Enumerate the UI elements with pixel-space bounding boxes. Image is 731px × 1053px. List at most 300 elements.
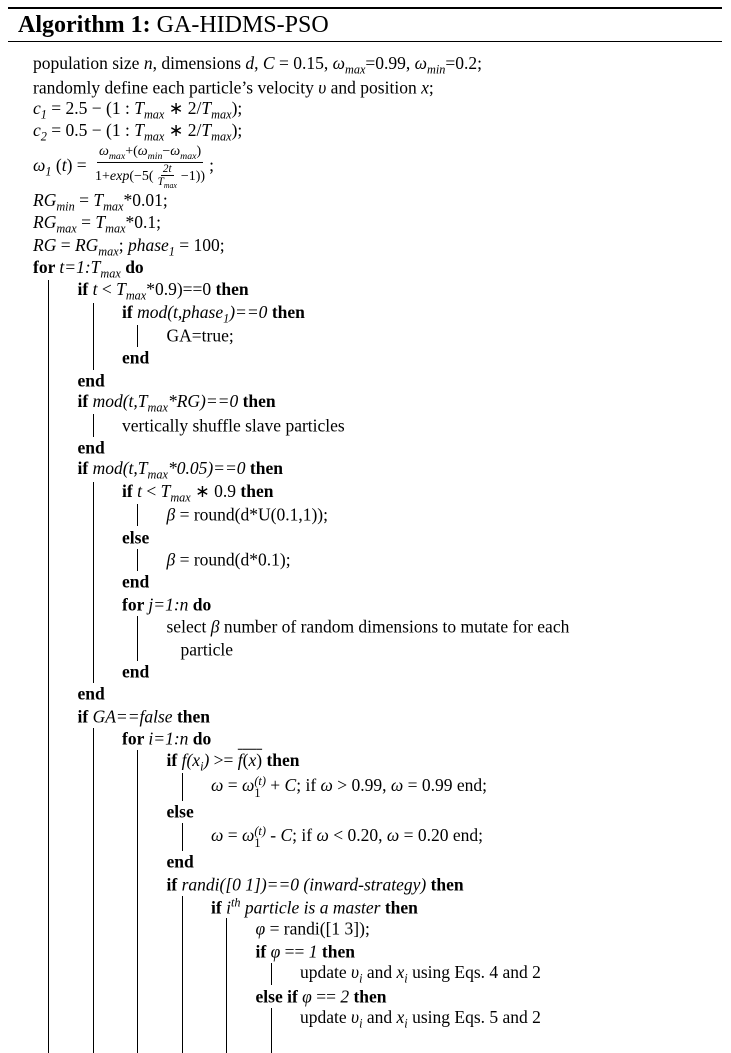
keyword: do bbox=[188, 728, 212, 749]
block-bar bbox=[48, 683, 49, 705]
block-bar bbox=[48, 392, 49, 414]
block-bar bbox=[48, 325, 49, 347]
block-bar bbox=[93, 504, 94, 526]
block-bar bbox=[226, 1030, 227, 1052]
block-bar bbox=[137, 616, 138, 638]
math-text: ω bbox=[241, 825, 255, 846]
block-bar bbox=[48, 370, 49, 392]
keyword: then bbox=[380, 897, 418, 918]
text: ) bbox=[196, 144, 202, 160]
block-bar bbox=[93, 918, 94, 940]
keyword: for bbox=[122, 594, 149, 615]
block-bar bbox=[137, 549, 138, 571]
algorithm-line bbox=[0, 76, 731, 98]
line-content bbox=[78, 458, 283, 483]
subscript: max bbox=[143, 129, 165, 144]
block-bar bbox=[182, 941, 183, 963]
algorithm-line bbox=[0, 144, 731, 191]
line-content bbox=[122, 594, 211, 615]
block-bar bbox=[93, 325, 94, 347]
text: = 100; bbox=[174, 234, 225, 255]
line-content bbox=[78, 684, 105, 705]
algorithm-line bbox=[0, 280, 731, 302]
math-text: t=1:T bbox=[59, 256, 101, 277]
block-bar bbox=[226, 941, 227, 963]
algorithm-line bbox=[0, 773, 731, 801]
math-text: ω bbox=[386, 825, 400, 846]
block-bar bbox=[93, 1008, 94, 1030]
keyword: then bbox=[238, 391, 276, 412]
line-content bbox=[211, 825, 483, 850]
line-content bbox=[122, 572, 149, 593]
math-text: 2 bbox=[340, 986, 350, 1007]
math-text: t bbox=[92, 279, 98, 300]
math-text: T bbox=[95, 211, 106, 232]
text: update bbox=[300, 1006, 352, 1027]
superscript: th bbox=[230, 895, 241, 910]
sup-sub bbox=[254, 774, 266, 799]
keyword: then bbox=[349, 986, 387, 1007]
text: ; if bbox=[296, 774, 321, 795]
algorithm-line bbox=[0, 594, 731, 616]
keyword: do bbox=[188, 594, 212, 615]
math-text: T bbox=[157, 175, 164, 188]
numerator bbox=[97, 144, 203, 163]
math-text: f bbox=[237, 749, 243, 770]
keyword: if bbox=[77, 279, 93, 300]
algorithm-line bbox=[0, 235, 731, 257]
math-text: j=1:n bbox=[148, 594, 189, 615]
line-content bbox=[122, 661, 149, 682]
subscript: 1 bbox=[168, 243, 175, 258]
text: −1)) bbox=[180, 168, 206, 184]
block-bar bbox=[48, 459, 49, 481]
block-bar bbox=[93, 526, 94, 548]
block-bar bbox=[137, 985, 138, 1007]
keyword: do bbox=[120, 256, 144, 277]
line-content bbox=[78, 706, 211, 727]
text: and bbox=[362, 962, 397, 982]
subscript: min bbox=[147, 150, 163, 162]
block-bar bbox=[137, 1008, 138, 1030]
block-bar bbox=[48, 851, 49, 873]
block-bar bbox=[48, 526, 49, 548]
line-content bbox=[33, 120, 242, 145]
math-text: phase bbox=[127, 234, 169, 255]
text: − bbox=[162, 144, 171, 160]
math-text: RG bbox=[74, 234, 99, 255]
block-bar bbox=[137, 851, 138, 873]
text: ( bbox=[242, 749, 249, 770]
subscript: i bbox=[404, 1016, 408, 1031]
algorithm-line bbox=[0, 325, 731, 347]
text: +( bbox=[125, 144, 138, 160]
block-bar bbox=[48, 1008, 49, 1030]
algorithm-line bbox=[0, 801, 731, 823]
text: = bbox=[223, 774, 242, 795]
text: ); bbox=[231, 97, 243, 118]
algorithm-line bbox=[0, 823, 731, 851]
subscript: 1 bbox=[45, 164, 52, 179]
text: = round(d*0.1); bbox=[175, 549, 291, 570]
keyword: else if bbox=[255, 986, 303, 1007]
algorithm-line bbox=[0, 683, 731, 705]
math-text: mod(t,T bbox=[92, 458, 148, 479]
keyword: then bbox=[240, 480, 274, 501]
block-bar bbox=[93, 728, 94, 750]
block-bar bbox=[93, 874, 94, 896]
text: *0.1; bbox=[125, 211, 162, 232]
block-bar bbox=[93, 750, 94, 772]
keyword: then bbox=[426, 874, 464, 895]
text: ); bbox=[231, 120, 243, 141]
block-bar bbox=[48, 414, 49, 436]
math-text: mod(t,phase bbox=[137, 301, 224, 322]
math-text: C bbox=[284, 774, 297, 795]
subscript: max bbox=[211, 107, 232, 122]
algorithm-line bbox=[0, 482, 731, 504]
math-text: T bbox=[201, 120, 212, 141]
text: ) bbox=[256, 749, 263, 770]
algorithm-line bbox=[0, 963, 731, 985]
text: randomly define each particle’s velocity bbox=[33, 77, 319, 98]
line-content bbox=[122, 415, 345, 436]
line-content bbox=[33, 190, 168, 215]
text: =0.99, bbox=[365, 52, 415, 73]
math-text: β bbox=[166, 504, 176, 525]
math-text: T bbox=[116, 279, 126, 300]
algorithm-line bbox=[0, 459, 731, 481]
block-bar bbox=[48, 549, 49, 571]
block-bar bbox=[93, 851, 94, 873]
block-bar bbox=[137, 941, 138, 963]
overline-mean bbox=[238, 749, 262, 769]
line-content bbox=[181, 639, 233, 660]
text: < bbox=[141, 480, 161, 501]
block-bar bbox=[48, 571, 49, 593]
algorithm-line bbox=[0, 526, 731, 548]
subscript: max bbox=[163, 181, 177, 191]
algorithm-line bbox=[0, 941, 731, 963]
algorithm-line bbox=[0, 99, 731, 121]
math-text: υ bbox=[351, 1006, 360, 1027]
block-bar bbox=[137, 504, 138, 526]
line-content bbox=[33, 144, 214, 190]
keyword: if bbox=[77, 391, 93, 412]
block-bar bbox=[48, 638, 49, 660]
text: ∗ 2/ bbox=[164, 120, 202, 141]
line-content bbox=[167, 801, 194, 822]
line-content bbox=[33, 77, 434, 98]
math-text: particle is a master bbox=[240, 897, 381, 918]
text: number of random dimensions to mutate for each bbox=[219, 616, 570, 637]
text: = bbox=[223, 825, 242, 846]
algorithm-title bbox=[18, 10, 329, 40]
text: = bbox=[76, 211, 96, 232]
algorithm-line bbox=[0, 571, 731, 593]
line-content bbox=[167, 852, 194, 873]
block-bar bbox=[93, 549, 94, 571]
text: select bbox=[166, 616, 211, 637]
line-content bbox=[256, 941, 355, 962]
text: = bbox=[56, 234, 75, 255]
math-text: x bbox=[396, 962, 405, 982]
line-content bbox=[122, 301, 305, 326]
block-bar bbox=[93, 985, 94, 1007]
text: > 0.99, bbox=[332, 774, 391, 795]
math-text: x bbox=[248, 749, 257, 770]
math-text: ω bbox=[211, 825, 224, 846]
text: =0.2; bbox=[445, 52, 482, 73]
line-content bbox=[211, 774, 487, 799]
subscript: min bbox=[56, 199, 75, 213]
block-bar bbox=[182, 896, 183, 918]
text: ∗ 0.9 bbox=[190, 480, 241, 501]
math-text: ω bbox=[98, 144, 109, 160]
math-text: ω bbox=[332, 52, 345, 73]
block-bar bbox=[93, 638, 94, 660]
block-bar bbox=[48, 985, 49, 1007]
math-text: *0.05)==0 bbox=[167, 458, 246, 479]
line-content bbox=[256, 986, 387, 1007]
line-content bbox=[33, 98, 242, 123]
math-text: υ bbox=[318, 77, 327, 98]
line-content bbox=[122, 527, 149, 548]
math-text: T bbox=[201, 97, 212, 118]
line-content bbox=[78, 279, 249, 304]
math-text: ω bbox=[211, 774, 224, 795]
block-bar bbox=[93, 801, 94, 823]
top-rule bbox=[8, 7, 722, 9]
algorithm-line bbox=[0, 549, 731, 571]
block-bar bbox=[48, 594, 49, 616]
algorithm-body bbox=[0, 54, 731, 1053]
keyword: if bbox=[77, 706, 93, 727]
text: == bbox=[280, 941, 309, 962]
math-text: ω bbox=[316, 825, 329, 846]
block-bar bbox=[48, 616, 49, 638]
line-content bbox=[256, 919, 370, 940]
line-content bbox=[33, 234, 225, 259]
math-text: ω bbox=[320, 774, 333, 795]
block-bar bbox=[93, 594, 94, 616]
block-bar bbox=[48, 963, 49, 985]
algorithm-line bbox=[0, 638, 731, 660]
math-text: GA==false bbox=[92, 706, 173, 727]
superscript: (t) bbox=[254, 773, 266, 788]
block-bar bbox=[48, 347, 49, 369]
block-bar bbox=[93, 661, 94, 683]
algorithm-line bbox=[0, 54, 731, 76]
subscript: 1 bbox=[40, 107, 47, 122]
keyword: if bbox=[122, 301, 138, 322]
text: ; bbox=[118, 234, 128, 255]
keyword: if bbox=[255, 941, 271, 962]
line-content bbox=[300, 1007, 541, 1032]
text: update bbox=[300, 962, 352, 982]
math-text: t bbox=[61, 155, 67, 176]
block-bar bbox=[48, 874, 49, 896]
algorithm-line bbox=[0, 851, 731, 873]
math-text: ω bbox=[414, 52, 427, 73]
block-bar bbox=[271, 1030, 272, 1052]
block-bar bbox=[137, 918, 138, 940]
block-bar bbox=[48, 801, 49, 823]
algorithm-line bbox=[0, 728, 731, 750]
block-bar bbox=[48, 823, 49, 851]
math-text: 1 bbox=[308, 941, 318, 962]
subscript: max bbox=[105, 221, 126, 236]
math-text: RG bbox=[33, 234, 57, 255]
block-bar bbox=[93, 823, 94, 851]
math-text: 2t bbox=[162, 162, 172, 175]
line-content bbox=[300, 962, 541, 987]
line-content bbox=[78, 391, 276, 416]
block-bar bbox=[226, 963, 227, 985]
text: ; bbox=[428, 77, 434, 98]
subscript: 1 bbox=[254, 785, 261, 800]
text: = 0.5 − (1 : bbox=[46, 120, 135, 141]
text: *0.9)==0 bbox=[146, 279, 216, 300]
line-content bbox=[167, 326, 234, 347]
algorithm-line bbox=[0, 213, 731, 235]
title-rule bbox=[8, 41, 722, 42]
block-bar bbox=[48, 918, 49, 940]
math-text: f( bbox=[181, 749, 193, 770]
subscript: max bbox=[56, 221, 77, 236]
text: ∗ 2/ bbox=[164, 97, 202, 118]
text: and bbox=[362, 1006, 397, 1027]
subscript: max bbox=[344, 62, 366, 77]
math-text: *RG)==0 bbox=[167, 391, 239, 412]
math-text: exp bbox=[109, 168, 130, 184]
text: , bbox=[254, 52, 263, 73]
subscript: i bbox=[359, 971, 363, 986]
block-bar bbox=[182, 918, 183, 940]
block-bar bbox=[93, 414, 94, 436]
keyword: then bbox=[245, 458, 283, 479]
text: vertically shuffle slave particles bbox=[122, 415, 345, 436]
superscript: (t) bbox=[254, 823, 266, 838]
subscript: max bbox=[211, 129, 232, 144]
algorithm-line bbox=[0, 750, 731, 772]
math-text: i bbox=[226, 897, 231, 918]
subscript: max bbox=[125, 288, 147, 303]
block-bar bbox=[93, 571, 94, 593]
block-bar bbox=[137, 823, 138, 851]
block-bar bbox=[93, 963, 94, 985]
block-bar bbox=[48, 728, 49, 750]
algorithm-line bbox=[0, 258, 731, 280]
math-text: ω bbox=[137, 144, 148, 160]
text: < bbox=[97, 279, 117, 300]
text: < 0.20, bbox=[328, 825, 387, 846]
keyword: for bbox=[122, 728, 149, 749]
block-bar bbox=[48, 750, 49, 772]
keyword: else bbox=[166, 801, 194, 822]
math-text: C bbox=[262, 52, 275, 73]
line-content bbox=[122, 348, 149, 369]
subscript: 2 bbox=[40, 129, 47, 144]
algorithm-line bbox=[0, 504, 731, 526]
algorithm-line bbox=[0, 1008, 731, 1030]
algorithm-line bbox=[0, 918, 731, 940]
block-bar bbox=[226, 918, 227, 940]
block-bar bbox=[93, 896, 94, 918]
block-bar bbox=[93, 616, 94, 638]
keyword: if bbox=[166, 874, 182, 895]
line-content bbox=[33, 257, 144, 282]
text: = randi([1 3]); bbox=[265, 918, 370, 939]
algorithm-line bbox=[0, 706, 731, 728]
block-bar bbox=[48, 280, 49, 302]
block-bar bbox=[137, 1030, 138, 1052]
block-bar bbox=[137, 896, 138, 918]
algorithm-line bbox=[0, 392, 731, 414]
subscript: max bbox=[147, 467, 168, 482]
block-bar bbox=[271, 963, 272, 985]
line-content bbox=[122, 729, 211, 750]
text: , dimensions bbox=[152, 52, 246, 73]
sup-sub bbox=[254, 825, 266, 850]
algorithm-line bbox=[0, 437, 731, 459]
keyword: then bbox=[172, 706, 211, 727]
math-text: ω bbox=[33, 155, 46, 176]
subscript: 1 bbox=[254, 836, 261, 851]
text: ; if bbox=[292, 825, 317, 846]
text: = round(d*U(0.1,1)); bbox=[175, 504, 328, 525]
line-content bbox=[33, 53, 482, 78]
subscript: min bbox=[427, 62, 446, 77]
line-content bbox=[167, 617, 570, 638]
math-text: ω bbox=[241, 774, 255, 795]
block-bar bbox=[226, 1008, 227, 1030]
text: = 2.5 − (1 : bbox=[46, 97, 135, 118]
line-content bbox=[167, 550, 291, 571]
block-bar bbox=[182, 1030, 183, 1052]
math-text: φ bbox=[270, 941, 281, 962]
text: ( bbox=[51, 155, 62, 176]
keyword: end bbox=[122, 347, 150, 368]
math-text: β bbox=[166, 549, 176, 570]
text: = bbox=[74, 189, 94, 210]
keyword: for bbox=[33, 256, 60, 277]
math-text: T bbox=[93, 189, 104, 210]
subscript: max bbox=[143, 107, 165, 122]
keyword: end bbox=[77, 683, 105, 704]
math-text: υ bbox=[351, 962, 360, 982]
text: population size bbox=[33, 52, 144, 73]
subscript: max bbox=[170, 490, 191, 505]
keyword: if bbox=[166, 749, 182, 770]
algorithm-line bbox=[0, 616, 731, 638]
math-text: t bbox=[137, 480, 142, 501]
keyword: if bbox=[77, 458, 93, 479]
line-content bbox=[78, 370, 105, 391]
line-content bbox=[167, 505, 328, 526]
text: GA=true; bbox=[166, 325, 234, 346]
block-bar bbox=[182, 1008, 183, 1030]
algorithm-line bbox=[0, 985, 731, 1007]
math-text: C bbox=[280, 825, 293, 846]
algorithm-label: Algorithm 1: bbox=[18, 12, 151, 38]
subscript: max bbox=[98, 243, 119, 258]
block-bar bbox=[48, 437, 49, 459]
subscript: 1 bbox=[223, 310, 230, 325]
subscript: i bbox=[200, 758, 204, 773]
math-text: RG bbox=[33, 189, 57, 210]
keyword: then bbox=[267, 301, 305, 322]
